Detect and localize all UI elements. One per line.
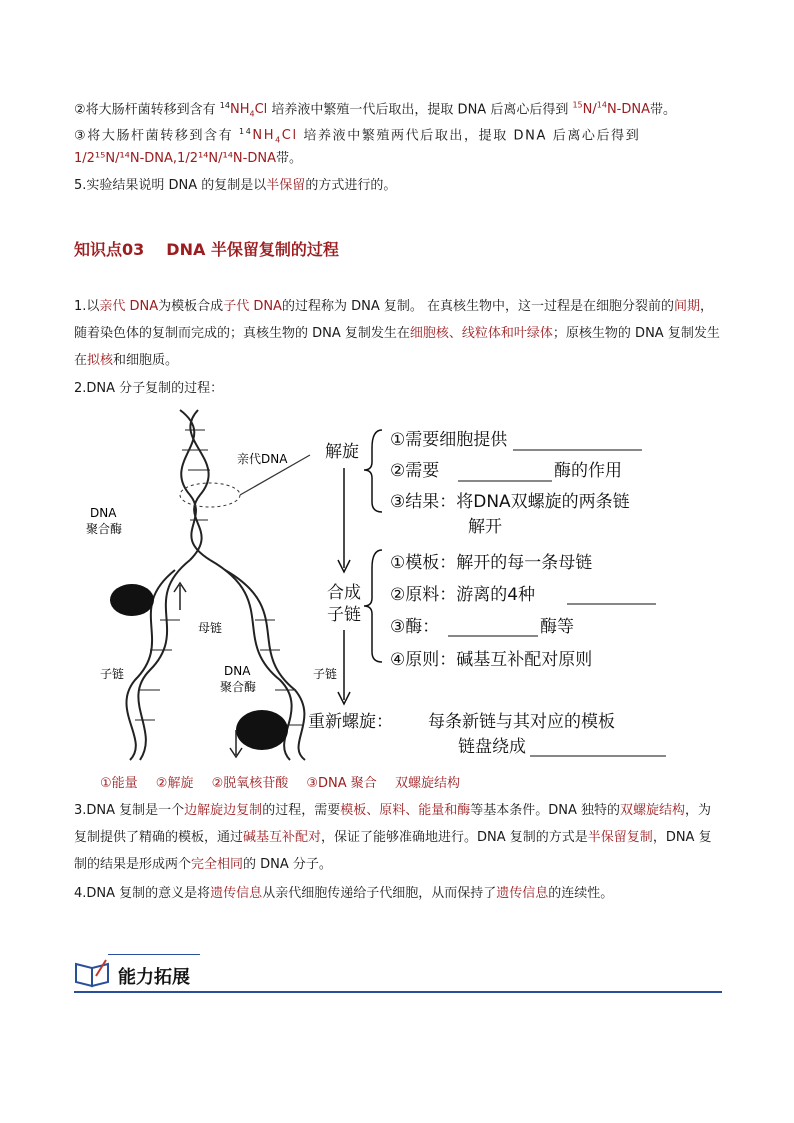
unwind-item-3: ③结果：将DNA双螺旋的两条链 bbox=[390, 492, 630, 512]
intro-line-4: 5.实验结果说明 DNA 的复制是以半保留的方式进行的。 bbox=[74, 178, 397, 193]
band-label: $^{15}$N/$^{14}$N-DNA bbox=[572, 101, 650, 118]
mother-strand-label: 母链 bbox=[198, 621, 223, 635]
rewind-text-b: 链盘绕成 bbox=[458, 737, 526, 757]
dna-polymerase-label-2b: 聚合酶 bbox=[220, 680, 257, 694]
unwind-item-3-cont: 解开 bbox=[468, 517, 502, 537]
synthesis-item-3: ③酶： bbox=[390, 617, 440, 637]
synthesis-item-1: ①模板：解开的每一条母链 bbox=[390, 553, 593, 573]
step-rewind-label: 重新螺旋： bbox=[308, 712, 393, 732]
synthesis-item-2: ②原料：游离的4种 bbox=[390, 585, 536, 605]
section-4-text: 4.DNA 复制的意义是将遗传信息从亲代细胞传递给子代细胞，从而保持了遗传信息的连续性。 bbox=[74, 886, 614, 901]
intro-line-3: 1/2¹⁵N/¹⁴N-DNA,1/2¹⁴N/¹⁴N-DNA带。 bbox=[74, 151, 302, 166]
up-arrow-icon bbox=[174, 583, 186, 610]
step-synthesis-label-a: 合成 bbox=[327, 583, 361, 603]
unwind-item-2-suffix: 酶的作用 bbox=[554, 461, 622, 481]
section-heading: 知识点03 DNA 半保留复制的过程 bbox=[74, 240, 339, 259]
rewind-text-a: 每条新链与其对应的模板 bbox=[428, 712, 615, 732]
footer-top-rule bbox=[108, 954, 200, 955]
dna-replication-diagram bbox=[80, 400, 680, 770]
footer-rule bbox=[74, 991, 722, 993]
synthesis-item-3-suffix: 酶等 bbox=[540, 617, 574, 637]
dna-polymerase-2 bbox=[236, 710, 288, 750]
daughter-strand-label-2: 子链 bbox=[313, 667, 338, 681]
section-2-label: 2.DNA 分子复制的过程： bbox=[74, 381, 224, 396]
dna-polymerase-label-1b: 聚合酶 bbox=[86, 522, 123, 536]
unwind-item-1: ①需要细胞提供 bbox=[390, 430, 508, 450]
brace-2 bbox=[364, 550, 382, 662]
section-title-ability: 能力拓展 bbox=[118, 967, 190, 988]
answer-key: ①能量 ②解旋 ②脱氧核苷酸 ③DNA 聚合 双螺旋结构 bbox=[100, 776, 460, 791]
step-unwind-label: 解旋 bbox=[325, 442, 359, 462]
parent-dna-label: 亲代DNA bbox=[237, 452, 288, 466]
book-pen-icon bbox=[74, 958, 112, 988]
daughter-strand-label: 子链 bbox=[100, 667, 125, 681]
unwind-item-2: ②需要 bbox=[390, 461, 440, 481]
section-1-text: 1.以亲代 DNA为模板合成子代 DNA的过程称为 DNA 复制。 在真核生物中，这一过程是在细胞分裂前的间期，随着染色体的复制而完成的；真核生物的 DNA 复制发生在细胞核、线粒体和叶绿体；原核生物的 DNA 复制发生在拟核和细胞质。 bbox=[74, 299, 720, 368]
intro-line-1: ②将大肠杆菌转移到含有 $^{14}NH_4Cl$ 培养液中繁殖一代后取出，提取 DNA 后离心后得到 $^{15}$N/$^{14}$N-DNA带。 bbox=[74, 101, 677, 119]
step-synthesis-label-b: 子链 bbox=[327, 605, 361, 625]
brace-1 bbox=[364, 430, 382, 512]
dna-polymerase-label-2a: DNA bbox=[224, 664, 251, 678]
section-3-text: 3.DNA 复制是一个边解旋边复制的过程，需要模板、原料、能量和酶等基本条件。DNA 独特的双螺旋结构，为复制提供了精确的模板，通过碱基互补配对，保证了能够准确地进行。DNA 复制的方式是半保留复制，DNA 复制的结果是形成两个完全相同的 DNA 分子。 bbox=[74, 803, 712, 872]
synthesis-item-4: ④原则：碱基互补配对原则 bbox=[390, 650, 593, 670]
dna-polymerase-1 bbox=[110, 584, 154, 616]
dna-polymerase-label-1a: DNA bbox=[90, 506, 117, 520]
intro-line-2: ③将大肠杆菌转移到含有 $^{14}NH_4Cl$ 培养液中繁殖两代后取出，提取 DNA 后离心后得到 bbox=[74, 127, 641, 145]
